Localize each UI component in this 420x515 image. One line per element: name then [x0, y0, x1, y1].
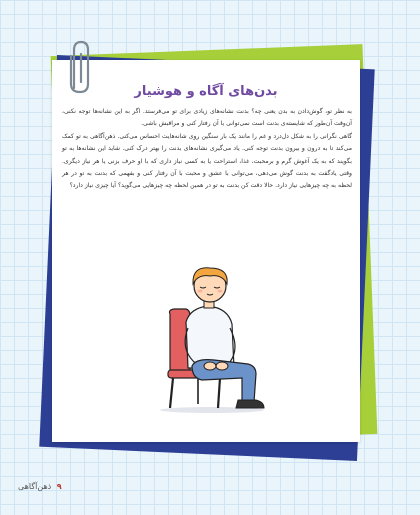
page-number: ۹ [56, 482, 62, 491]
book-name: ذهن‌آگاهی [18, 482, 52, 491]
boy-sitting-illustration [152, 262, 272, 414]
paragraph: گاهی نگرانی را به شکل دل‌درد و غم را مانند یک بار سنگین روی شانه‌هایت احساس می‌کنی. ذهن‌آگاهی به تو کمک می‌کند تا به درون و بیرون بدنت توجه کنی. یاد می‌گیری نشانه‌های بدنت را بهتر درک کنی. شاید این نشانه‌ها به تو بگویند که به یک آغوش گرم و برمحبت، غذا، استراحت یا به کسی نیاز داری که با او حرف بزنی یا هر نیاز دیگری. وقتی یادگفت به بدنت گوش می‌دهی، می‌توانی با عشق و محبت با آن رفتار کنی و بفهمی که بدنت به تو در هر لحظه به چه چیزهایی نیاز دارد. حالا دقت کن بدنت به تو در همین لحظه چه چیزهایی می‌گوید؟ آیا چیزی نیاز دارد؟ [62, 132, 352, 190]
page-footer [18, 482, 62, 491]
paragraph: به نظر تو، گوش‌دادن به بدن یعنی چه؟ بدنت نشانه‌های زیادی برای تو می‌فرستد. اگر به این نشانه‌ها توجه نکنی، آن‌وقت آن‌طور که شایسته‌ی بدنت است نمی‌توانی با آن رفتار کنی و مراقبش باشی. [62, 108, 352, 128]
page-title: بدن‌های آگاه و هوشیار [134, 84, 278, 99]
body-text [62, 106, 352, 193]
